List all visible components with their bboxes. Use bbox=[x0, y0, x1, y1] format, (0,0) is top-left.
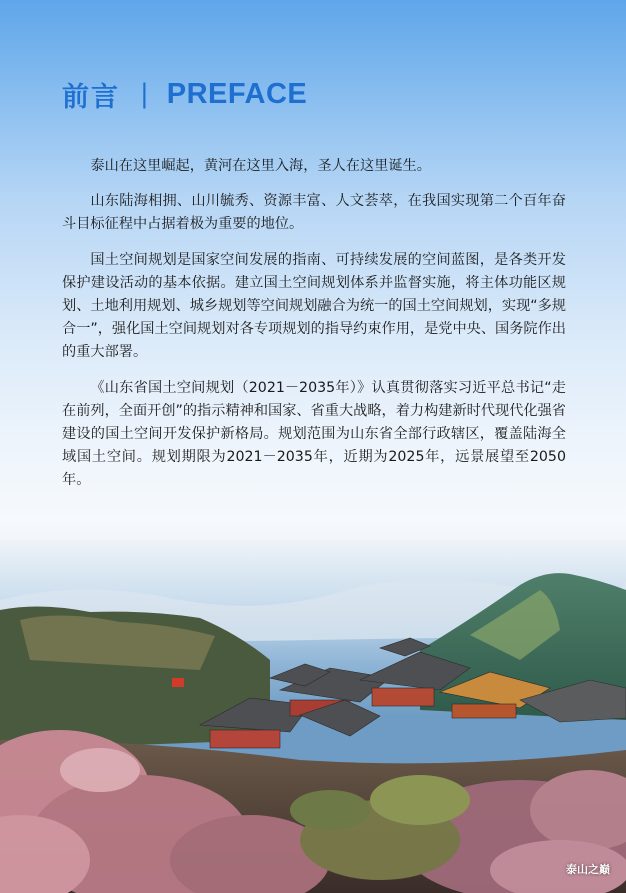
paragraph-4: 《山东省国土空间规划（2021－2035年）》认真贯彻落实习近平总书记“走在前列，全面开创”的指示精神和国家、省重大战略，着力构建新时代现代化强省建设的国土空间开发保护新格局。规划范围为山东省全部行政辖区，覆盖陆海全域国土空间。规划期限为2021－2035年，近期为2025年，远景展望至2050年。 bbox=[62, 379, 566, 489]
title-english: PREFACE bbox=[166, 77, 308, 110]
page-title bbox=[62, 74, 307, 114]
title-separator: | bbox=[140, 79, 149, 109]
paragraph-3: 国土空间规划是国家空间发展的指南、可持续发展的空间蓝图，是各类开发保护建设活动的基本依据。建立国土空间规划体系并监督实施，将主体功能区规划、土地利用规划、城乡规划等空间规划融合为统一的国土空间规划，实现“多规合一”，强化国土空间规划对各专项规划的指导约束作用，是党中央、国务院作出的重大部署。 bbox=[62, 251, 566, 361]
preface-body bbox=[62, 155, 566, 505]
paragraph-2: 山东陆海相拥、山川毓秀、资源丰富、人文荟萃，在我国实现第二个百年奋斗目标征程中占据着极为重要的地位。 bbox=[62, 193, 566, 233]
paragraph-1: 泰山在这里崛起，黄河在这里入海，圣人在这里诞生。 bbox=[90, 158, 431, 174]
mount-tai-summit-photo bbox=[0, 540, 626, 893]
photo-caption: 泰山之巅 bbox=[566, 863, 610, 876]
title-chinese: 前言 bbox=[62, 81, 120, 113]
